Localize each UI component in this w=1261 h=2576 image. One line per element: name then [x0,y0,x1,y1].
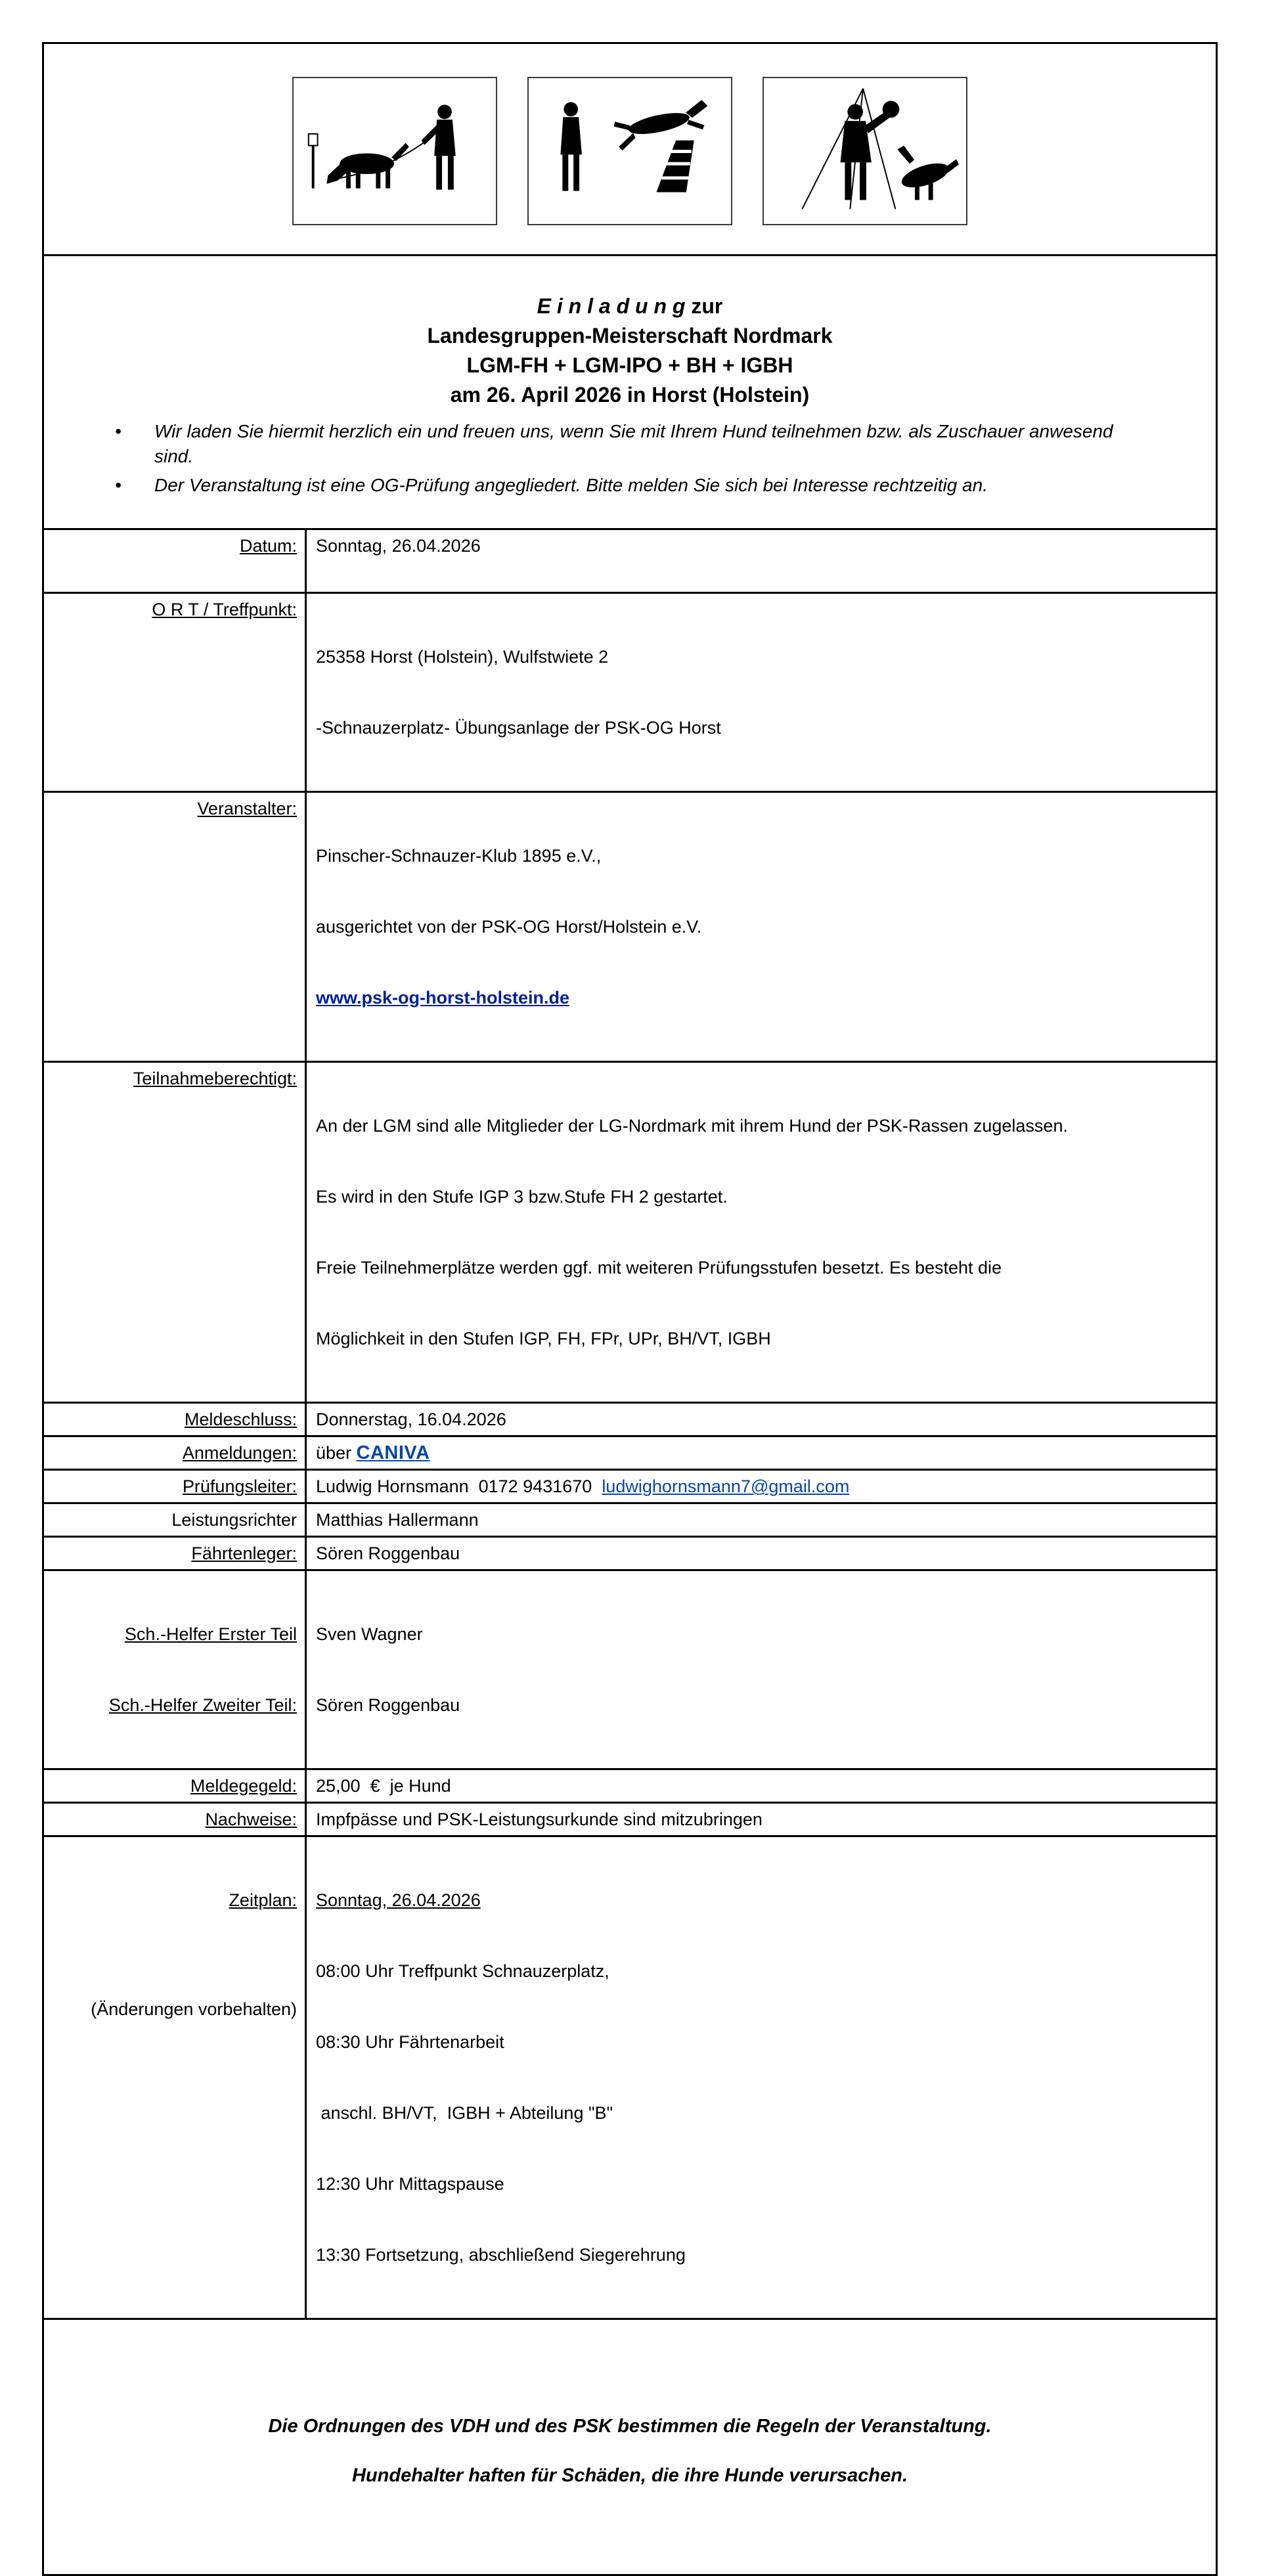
header-image-strip [44,44,1216,254]
datum-label: Datum: [239,536,297,556]
row-ort-treffpunkt [44,592,1216,791]
teilnahme-value [307,1063,1216,1402]
schhelfer-name-1: Sven Wagner [316,1624,423,1644]
title-einladung: E i n l a d u n g [537,294,686,318]
teilnahme-line-3: Freie Teilnehmerplätze werden ggf. mit weiteren Prüfungsstufen besetzt. Es besteht die [316,1258,1002,1277]
title-line-2: Landesgruppen-Meisterschaft Nordmark [427,324,833,347]
teilnahme-label: Teilnahmeberechtigt: [133,1069,297,1088]
ort-line-address: 25358 Horst (Holstein), Wulfstwiete 2 [316,647,609,667]
meldeschluss-label-cell [44,1404,307,1435]
schhelfer-label-2: Sch.-Helfer Zweiter Teil: [108,1695,297,1715]
pruefungsleiter-value [307,1471,1216,1502]
meldegeld-label: Meldegegeld: [190,1776,297,1796]
ort-label-cell [44,594,307,791]
pruefungsleiter-name-phone: Ludwig Hornsmann 0172 9431670 [316,1477,602,1496]
datum-label-cell [44,530,307,592]
row-veranstalter [44,791,1216,1061]
veranstalter-line-club: Pinscher-Schnauzer-Klub 1895 e.V., [316,846,602,866]
meldegeld-value: 25,00 € je Hund [316,1776,451,1796]
nachweise-label: Nachweise: [205,1810,297,1829]
datum-value: Sonntag, 26.04.2026 [316,536,481,556]
schhelfer-name-2: Sören Roggenbau [316,1695,460,1715]
title-line-3: LGM-FH + LGM-IPO + BH + IGBH [466,353,793,377]
meldeschluss-value: Donnerstag, 16.04.2026 [316,1410,506,1429]
row-datum [44,528,1216,592]
bullet-welcome: • Wir laden Sie hiermit herzlich ein und freuen uns, wenn Sie mit Ihrem Hund teilnehmen bzw. als Zuschauer anwesend sind. [115,419,1150,469]
leistungsrichter-value: Matthias Hallermann [316,1510,479,1530]
caniva-link[interactable]: CANIVA [356,1442,430,1463]
faehrtenleger-value: Sören Roggenbau [316,1543,460,1563]
zeitplan-line-1: 08:00 Uhr Treffpunkt Schnauzerplatz, [316,1961,609,1981]
faehrtenleger-label: Fährtenleger: [191,1543,297,1563]
pruefungsleiter-email-link[interactable]: ludwighornsmann7@gmail.com [602,1477,850,1496]
pruefungsleiter-label: Prüfungsleiter: [182,1477,297,1496]
teilnahme-label-cell [44,1063,307,1402]
zeitplan-line-5: 13:30 Fortsetzung, abschließend Siegerehrung [316,2245,686,2265]
tracking-scene-image [292,77,497,225]
schhelfer-value [307,1571,1216,1768]
row-meldeschluss [44,1402,1216,1435]
meldegeld-label-cell [44,1770,307,1802]
zeitplan-sublabel: (Änderungen vorbehalten) [91,1999,297,2019]
nachweise-value: Impfpässe und PSK-Leistungsurkunde sind mitzubringen [316,1810,763,1829]
meldeschluss-label: Meldeschluss: [184,1410,297,1429]
teilnahme-line-2: Es wird in den Stufe IGP 3 bzw.Stufe FH 2 gestartet. [316,1187,728,1207]
row-nachweise [44,1802,1216,1835]
footer-rule-2: Hundehalter haften für Schäden, die ihre Hunde verursachen. [351,2465,908,2486]
row-teilnahmeberechtigt [44,1061,1216,1402]
zeitplan-date: Sonntag, 26.04.2026 [316,1890,481,1910]
zeitplan-label: Zeitplan: [229,1890,297,1910]
veranstalter-label-cell [44,793,307,1061]
veranstalter-value [307,793,1216,1061]
title-line-4: am 26. April 2026 in Horst (Holstein) [450,383,810,407]
ort-value [307,594,1216,791]
nachweise-label-cell [44,1804,307,1835]
anmeldungen-label-cell [44,1437,307,1469]
hurdle-jump-scene-image [527,77,732,225]
row-faehrtenleger [44,1536,1216,1569]
zeitplan-value [307,1837,1216,2318]
club-website-link[interactable]: www.psk-og-horst-holstein.de [316,988,570,1008]
bullet-og-pruefung: • Der Veranstaltung ist eine OG-Prüfung angegliedert. Bitte melden Sie sich bei Interesse rechtzeitig an. [115,473,1150,498]
intro-section [44,254,1216,528]
footer-rules-section [44,2318,1216,2574]
teilnahme-line-4: Möglichkeit in den Stufen IGP, FH, FPr, UPr, BH/VT, IGBH [316,1329,771,1348]
leistungsrichter-label: Leistungsrichter [171,1510,297,1530]
dog-tracking-icon [294,78,496,224]
leistungsrichter-label-cell [44,1504,307,1536]
ort-label: O R T / Treffpunkt: [152,600,297,619]
zeitplan-line-3: anschl. BH/VT, IGBH + Abteilung "B" [316,2103,613,2123]
ort-line-place: -Schnauzerplatz- Übungsanlage der PSK-OG Horst [316,718,721,738]
protection-work-icon [764,78,966,224]
veranstalter-label: Veranstalter: [197,799,297,818]
title-line-1 [70,292,1189,321]
zeitplan-label-cell [44,1837,307,2318]
anmeldungen-prefix: über [316,1443,357,1463]
teilnahme-line-1: An der LGM sind alle Mitglieder der LG-Nordmark mit ihrem Hund der PSK-Rassen zugelassen. [316,1116,1068,1136]
row-pruefungsleiter [44,1469,1216,1502]
footer-rule-1: Die Ordnungen des VDH und des PSK bestimmen die Regeln der Veranstaltung. [268,2416,992,2437]
anmeldungen-value [307,1437,1216,1469]
row-zeitplan [44,1835,1216,2318]
anmeldungen-label: Anmeldungen: [182,1443,297,1463]
veranstalter-line-org: ausgerichtet von der PSK-OG Horst/Holstein e.V. [316,917,702,937]
row-anmeldungen [44,1435,1216,1469]
dog-jumping-icon [529,78,731,224]
row-leistungsrichter [44,1502,1216,1536]
pruefungsleiter-label-cell [44,1471,307,1502]
invitation-page [42,42,1218,2576]
row-schutzdienst-helfer [44,1569,1216,1768]
zeitplan-line-2: 08:30 Uhr Fährtenarbeit [316,2032,504,2052]
title-zur: zur [685,294,723,318]
zeitplan-line-4: 12:30 Uhr Mittagspause [316,2174,504,2194]
intro-bullets [70,419,1189,498]
faehrtenleger-label-cell [44,1538,307,1569]
schhelfer-label-cell [44,1571,307,1768]
schhelfer-label-1: Sch.-Helfer Erster Teil [124,1624,297,1644]
protection-scene-image [763,77,967,225]
row-meldegeld [44,1768,1216,1802]
